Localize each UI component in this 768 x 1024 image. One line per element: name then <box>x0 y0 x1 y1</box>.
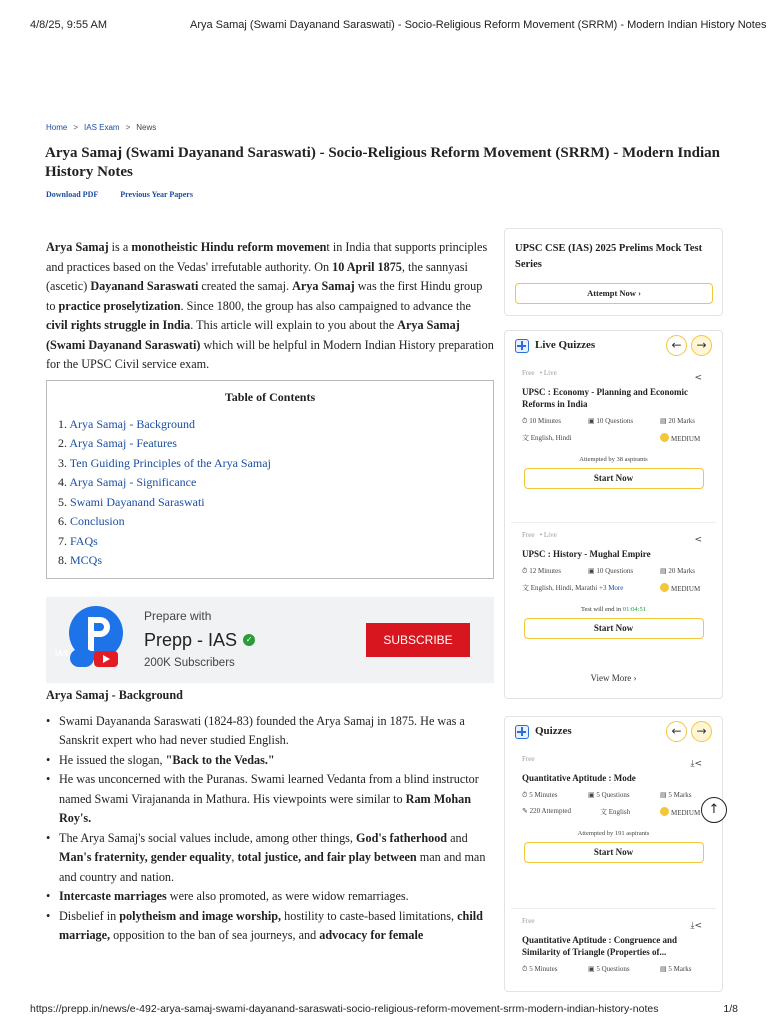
list-item <box>59 770 494 829</box>
toc-item <box>58 512 482 532</box>
quizzes-title: Quizzes <box>535 725 572 737</box>
quiz-grid-icon <box>515 725 529 739</box>
questions-text: 5 Questions <box>596 791 630 799</box>
level <box>660 583 700 593</box>
toc-link[interactable]: Conclusion <box>70 514 125 528</box>
prev-arrow-icon[interactable]: ← <box>666 335 687 356</box>
marks-text: 5 Marks <box>668 965 692 973</box>
list-text: "Back to the Vedas." <box>165 752 275 767</box>
mock-test-title: UPSC CSE (IAS) 2025 Prelims Mock Test Series <box>515 243 703 270</box>
marks-text: 20 Marks <box>668 417 696 425</box>
quiz-title[interactable]: Quantitative Aptitude : Congruence and Similarity of Triangle (Properties of... <box>522 935 678 957</box>
questions-text: 10 Questions <box>596 567 634 575</box>
breadcrumb-ias-exam[interactable]: IAS Exam <box>84 123 120 132</box>
intro-paragraph <box>46 238 494 375</box>
quiz-title[interactable]: UPSC : Economy - Planning and Economic Reforms in India <box>522 387 689 409</box>
toc-link[interactable]: FAQs <box>70 533 98 548</box>
quiz-stats <box>522 567 705 576</box>
language: 文 English <box>600 808 631 816</box>
intro-text: monotheistic Hindu reform movemen <box>131 240 327 254</box>
level-icon <box>660 433 669 442</box>
list-text: total justice, and fair play between <box>237 850 417 864</box>
previous-year-papers-link[interactable]: Previous Year Papers <box>120 190 193 199</box>
toc-list <box>58 415 482 571</box>
questions: ▣ 10 Questions <box>588 567 634 575</box>
list-text: Man's fraternity, gender equality <box>59 850 232 864</box>
list-item <box>59 751 494 771</box>
duration-text: 12 Minutes <box>529 567 561 575</box>
live-quizzes-title: Live Quizzes <box>535 339 596 351</box>
breadcrumb <box>46 123 156 132</box>
marks: ▤ 5 Marks <box>660 791 692 799</box>
live-quizzes-panel <box>504 330 723 699</box>
share-icon[interactable]: < <box>694 373 702 383</box>
quiz-stats <box>522 965 705 974</box>
duration-text: 10 Minutes <box>529 417 561 425</box>
logo-text: IAS <box>55 648 69 658</box>
toc-item <box>58 415 482 435</box>
list-text: Swami Dayananda Saraswati (1824-83) founded the Arya Samaj in 1875. He was a Sanskrit expert who had never studied English. <box>59 713 465 747</box>
attempted-count: Attempted by 38 aspirants <box>579 456 648 463</box>
list-text: and <box>447 830 468 845</box>
languages: 文 English, Hindi, Marathi +3 More <box>522 584 624 592</box>
intro-text: was the first Hindu group to <box>46 279 483 313</box>
breadcrumb-separator: > <box>73 123 79 132</box>
print-page-number: 1/8 <box>723 1003 738 1015</box>
quizzes-panel <box>504 716 723 992</box>
duration: ⏱ 5 Minutes <box>522 965 558 973</box>
questions-text: 5 Questions <box>596 965 630 973</box>
intro-text: Arya Samaj (Swami Dayanand Saraswati) <box>46 318 460 352</box>
list-item <box>59 712 494 751</box>
list-text: He was unconcerned with the Puranas. Swami learned Vedanta from a blind instructor named Swami Virajananda in Mathura. His viewpoints were similar to <box>59 772 479 806</box>
quiz-title[interactable]: Quantitative Aptitude : Mode <box>522 773 636 783</box>
breadcrumb-news[interactable]: News <box>136 123 157 132</box>
list-text: were also promoted, as were widow remarriages. <box>166 889 409 903</box>
toc-link[interactable]: Swami Dayanand Saraswati <box>70 494 205 509</box>
breadcrumb-home[interactable]: Home <box>46 123 68 132</box>
list-item <box>59 829 494 888</box>
attempted: ✎ 220 Attempted <box>522 807 572 815</box>
download-share-icon[interactable]: ⤓< <box>690 921 702 931</box>
quizzes-header <box>505 717 722 747</box>
quiz-stats <box>522 791 705 800</box>
table-of-contents <box>46 380 494 579</box>
free-tag: Free <box>522 531 535 539</box>
list-text: , <box>231 850 238 864</box>
timer-label: Test will end in <box>581 606 623 613</box>
intro-text: . Since 1800, the group has also campaigned to advance the <box>180 298 471 313</box>
toc-link[interactable]: Arya Samaj - Significance <box>69 475 197 489</box>
list-text: opposition to the ban of sea journeys, and <box>110 928 320 942</box>
next-arrow-icon[interactable]: → <box>691 335 712 356</box>
promo-brand-name: Prepp - IAS <box>144 629 238 650</box>
toc-number: 4. <box>58 475 67 489</box>
view-more-link[interactable]: View More › <box>590 673 637 683</box>
list-text: He issued the slogan, <box>59 752 166 767</box>
marks: ▤ 20 Marks <box>660 567 696 575</box>
background-list <box>46 712 494 946</box>
level-text: MEDIUM <box>671 809 701 817</box>
languages-text: English, Hindi, Marathi <box>530 584 598 592</box>
questions: ▣ 5 Questions <box>588 791 630 799</box>
attempt-now-button[interactable]: Attempt Now › <box>515 283 713 304</box>
marks: ▤ 5 Marks <box>660 965 692 973</box>
level <box>660 433 700 443</box>
list-text: hostility to caste-based limitations, <box>281 908 458 923</box>
intro-text: Dayanand Saraswati <box>90 279 199 293</box>
print-url: https://prepp.in/news/e-492-arya-samaj-swami-dayanand-saraswati-socio-religious-reform-movement-srrm-modern-indian-history-notes <box>30 1003 659 1015</box>
list-item <box>59 887 494 907</box>
download-pdf-link[interactable]: Download PDF <box>46 190 99 199</box>
intro-text: is a <box>108 240 132 254</box>
questions: ▣ 5 Questions <box>588 965 630 973</box>
quiz-stats <box>522 583 705 593</box>
toc-link[interactable]: Ten Guiding Principles of the Arya Samaj <box>69 455 271 470</box>
questions: ▣ 10 Questions <box>588 417 634 425</box>
quiz-card <box>511 523 716 663</box>
prev-arrow-icon[interactable]: ← <box>666 721 687 742</box>
intro-text: Arya Samaj <box>292 279 355 293</box>
intro-text: created the samaj. <box>198 279 293 293</box>
duration: ⏱ 12 Minutes <box>522 567 561 575</box>
free-tag: Free <box>522 755 535 763</box>
section-heading: Arya Samaj - Background <box>46 687 183 702</box>
intro-text: . This article will explain to you about the <box>190 318 398 332</box>
list-text: Ram Mohan Roy's. <box>59 791 471 825</box>
timer-value: 01:04:51 <box>622 606 646 613</box>
level-icon <box>660 807 669 816</box>
language-text: English <box>608 808 631 816</box>
promo-subscribers: 200K Subscribers <box>144 656 235 669</box>
quiz-card <box>511 361 716 523</box>
quiz-card <box>511 909 716 982</box>
intro-text: t in India that supports principles and practices based on the Vedas' irrefutable authority. On <box>46 240 488 274</box>
toc-item <box>58 473 482 493</box>
subscribe-button[interactable]: SUBSCRIBE <box>366 623 470 657</box>
start-now-button[interactable]: Start Now <box>524 618 704 639</box>
intro-text: civil rights struggle in India <box>46 318 191 332</box>
marks: ▤ 20 Marks <box>660 417 696 425</box>
mock-test-card <box>504 228 723 316</box>
scroll-to-top-button[interactable]: ↑ <box>701 797 727 823</box>
toc-link[interactable]: Arya Samaj - Background <box>69 416 195 431</box>
toc-number: 6. <box>58 514 67 528</box>
duration: ⏱ 5 Minutes <box>522 791 558 799</box>
toc-title: Table of Contents <box>224 389 316 404</box>
toc-number: 2. <box>58 436 67 450</box>
level-text: MEDIUM <box>671 585 701 593</box>
article-body <box>46 238 494 946</box>
promo-brand <box>144 630 255 651</box>
verified-check-icon: ✓ <box>243 634 255 646</box>
toc-number: 3. <box>58 455 67 470</box>
list-item <box>59 907 494 946</box>
toc-item <box>58 454 482 474</box>
duration: ⏱ 10 Minutes <box>522 417 561 425</box>
start-now-button[interactable]: Start Now <box>524 842 704 863</box>
quiz-meta <box>522 369 705 377</box>
quiz-grid-icon <box>515 339 529 353</box>
quiz-stats <box>522 807 705 817</box>
toc-number: 1. <box>58 416 67 431</box>
toc-number: 8. <box>58 553 67 567</box>
level-text: MEDIUM <box>671 435 701 443</box>
more-languages-link[interactable]: +3 More <box>599 584 624 592</box>
list-text: Disbelief in <box>59 908 120 923</box>
toc-number: 5. <box>58 494 67 509</box>
quiz-stats <box>522 417 705 426</box>
quiz-meta <box>522 917 705 925</box>
list-text: polytheism and image worship, <box>119 908 282 923</box>
test-timer <box>522 606 705 613</box>
duration-text: 5 Minutes <box>529 965 558 973</box>
toc-link[interactable]: MCQs <box>70 553 103 567</box>
prepp-logo-icon <box>68 605 124 673</box>
duration-text: 5 Minutes <box>529 791 558 799</box>
download-share-icon[interactable]: ⤓< <box>690 759 702 769</box>
list-text: child marriage, <box>59 908 483 942</box>
list-text: Intercaste marriages <box>59 889 167 903</box>
list-text: God's fatherhood <box>356 830 448 845</box>
toc-number: 7. <box>58 533 67 548</box>
quiz-title[interactable]: UPSC : History - Mughal Empire <box>522 549 651 559</box>
quiz-card <box>511 747 716 909</box>
promo-prepare-text: Prepare with <box>144 608 212 623</box>
share-icon[interactable]: < <box>694 535 702 545</box>
next-arrow-icon[interactable]: → <box>691 721 712 742</box>
intro-text: Arya Samaj <box>46 240 109 254</box>
free-tag: Free <box>522 369 535 377</box>
intro-text: which will be helpful in Modern Indian History preparation for the UPSC Civil service exam. <box>46 337 494 371</box>
toc-item <box>58 532 482 552</box>
page-title: Arya Samaj (Swami Dayanand Saraswati) - Socio-Religious Reform Movement (SRRM) - Modern Indian History Notes <box>45 145 720 180</box>
quiz-meta <box>522 755 705 763</box>
toc-item <box>58 434 482 454</box>
title-links <box>46 190 193 199</box>
attempted-text: 220 Attempted <box>529 807 572 815</box>
toc-item <box>58 493 482 513</box>
live-tag: • Live <box>539 531 557 539</box>
quiz-stats <box>522 433 705 443</box>
free-tag: Free <box>522 917 535 925</box>
breadcrumb-separator: > <box>125 123 131 132</box>
list-text: The Arya Samaj's social values include, among other things, <box>59 830 356 845</box>
list-text: man and man and country and nation. <box>59 850 486 884</box>
intro-text: practice proselytization <box>58 298 181 313</box>
toc-link[interactable]: Arya Samaj - Features <box>69 436 177 450</box>
attempted-count: Attempted by 191 aspirants <box>577 830 650 837</box>
marks-text: 20 Marks <box>668 567 696 575</box>
languages-text: English, Hindi <box>530 434 572 442</box>
print-title: Arya Samaj (Swami Dayanand Saraswati) - Socio-Religious Reform Movement (SRRM) - Modern Indian History Notes <box>190 19 767 31</box>
marks-text: 5 Marks <box>668 791 692 799</box>
level <box>660 807 700 817</box>
live-quizzes-header <box>505 331 722 361</box>
toc-item <box>58 551 482 571</box>
languages: 文 English, Hindi <box>522 434 572 442</box>
live-tag: • Live <box>539 369 557 377</box>
list-text: advocacy for female <box>319 928 424 942</box>
intro-text: , the sannyasi (ascetic) <box>46 259 468 293</box>
questions-text: 10 Questions <box>596 417 634 425</box>
print-datetime: 4/8/25, 9:55 AM <box>30 19 108 31</box>
quiz-meta <box>522 531 705 539</box>
intro-text: 10 April 1875 <box>332 259 402 274</box>
level-icon <box>660 583 669 592</box>
start-now-button[interactable]: Start Now <box>524 468 704 489</box>
youtube-promo-banner[interactable] <box>46 597 494 683</box>
